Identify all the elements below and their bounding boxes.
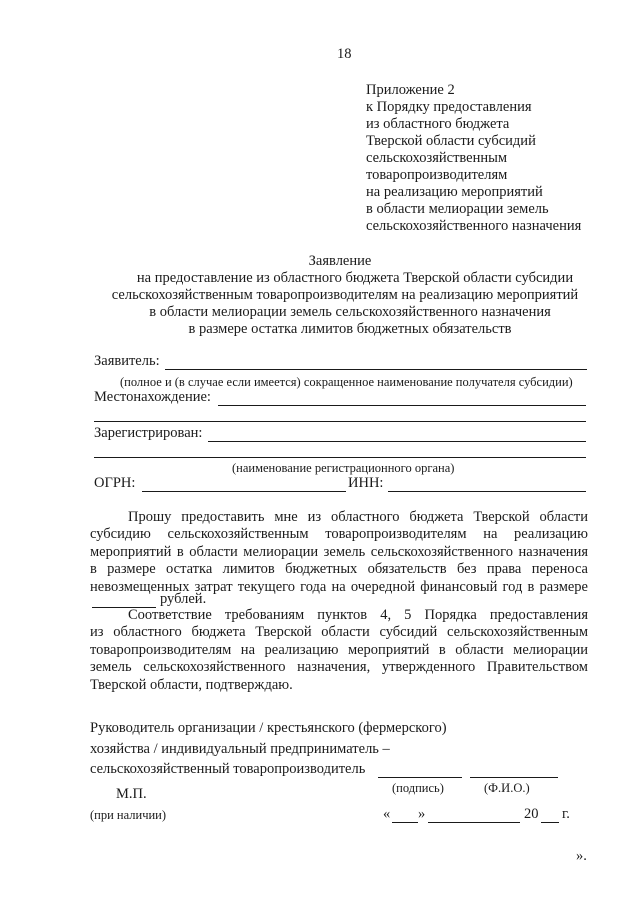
paragraph-line: товаропроизводителям на реализацию мероприятий в области мелиорации	[90, 641, 588, 658]
appendix-line: из областного бюджета	[366, 116, 510, 132]
applicant-hint: (полное и (в случае если имеется) сокращенное наименование получателя субсидии)	[120, 375, 573, 389]
paragraph-line: Соответствие требованиям пунктов 4, 5 Порядка предоставления	[128, 607, 588, 623]
compliance-paragraph	[90, 607, 588, 694]
signature-hint: (подпись)	[392, 781, 444, 795]
location-field[interactable]	[218, 405, 586, 406]
signatory-line: хозяйства / индивидуальный предприниматель –	[90, 741, 390, 757]
request-paragraph	[90, 509, 588, 596]
title-line: в размере остатка лимитов бюджетных обязательств	[188, 321, 512, 337]
date-year-suffix: г.	[562, 806, 570, 822]
paragraph-line: мероприятий в области мелиорации земель сельскохозяйственного назначения	[90, 543, 588, 560]
paragraph-line: в размере остатка лимитов бюджетных обязательств без права переноса	[90, 561, 588, 578]
appendix-line: на реализацию мероприятий	[366, 184, 543, 200]
appendix-line: сельскохозяйственным	[366, 150, 508, 166]
amount-unit: рублей.	[160, 591, 207, 607]
closing-quote: ».	[576, 848, 587, 864]
paragraph-line: из областного бюджета Тверской области субсидий сельскохозяйственным	[90, 624, 588, 641]
paragraph-line: невозмещенных затрат текущего года на очередной финансовый год в размере	[90, 578, 588, 595]
stamp-hint: (при наличии)	[90, 808, 167, 822]
date-quote-close: »	[418, 806, 426, 822]
paragraph-line: Прошу предоставить мне из областного бюджета Тверской области	[128, 509, 588, 525]
appendix-line: в области мелиорации земель	[366, 201, 549, 217]
signatory-line: Руководитель организации / крестьянского (фермерского)	[90, 720, 447, 736]
registered-field-extra[interactable]	[94, 457, 586, 458]
title-line: Заявление	[308, 253, 372, 269]
date-year-prefix: 20	[524, 806, 539, 822]
signature-field[interactable]	[378, 777, 462, 778]
full-name-field[interactable]	[470, 777, 558, 778]
paragraph-line: Тверской области, подтверждаю.	[90, 676, 293, 693]
title-line: на предоставление из областного бюджета Тверской области субсидии	[136, 270, 574, 286]
registered-label: Зарегистрирован:	[94, 425, 203, 441]
date-year-field[interactable]	[541, 822, 559, 823]
appendix-line: Приложение 2	[366, 82, 455, 98]
registered-hint: (наименование регистрационного органа)	[232, 461, 455, 475]
paragraph-line: субсидию сельскохозяйственным товаропроизводителям на реализацию	[90, 526, 588, 543]
stamp-label: М.П.	[116, 786, 147, 802]
applicant-field[interactable]	[165, 369, 587, 370]
date-quote-open: «	[383, 806, 391, 822]
inn-field[interactable]	[388, 491, 586, 492]
location-label: Местонахождение:	[94, 389, 211, 405]
signatory-line: сельскохозяйственный товаропроизводитель	[90, 761, 366, 777]
inn-label: ИНН:	[348, 475, 384, 491]
appendix-line: к Порядку предоставления	[366, 99, 532, 115]
paragraph-line: земель сельскохозяйственного назначения, утвержденного Правительством	[90, 659, 588, 676]
appendix-line: Тверской области субсидий	[366, 133, 536, 149]
registered-field[interactable]	[208, 441, 586, 442]
page-number: 18	[337, 46, 352, 62]
appendix-line: товаропроизводителям	[366, 167, 508, 183]
applicant-label: Заявитель:	[94, 353, 160, 369]
full-name-hint: (Ф.И.О.)	[484, 781, 530, 795]
date-month-field[interactable]	[428, 822, 520, 823]
appendix-line: сельскохозяйственного назначения	[366, 218, 582, 234]
location-field-extra[interactable]	[94, 421, 586, 422]
title-line: в области мелиорации земель сельскохозяйственного назначения	[149, 304, 551, 320]
date-day-field[interactable]	[392, 822, 418, 823]
ogrn-field[interactable]	[142, 491, 346, 492]
ogrn-label: ОГРН:	[94, 475, 136, 491]
title-line: сельскохозяйственным товаропроизводителям на реализацию мероприятий	[111, 287, 579, 303]
